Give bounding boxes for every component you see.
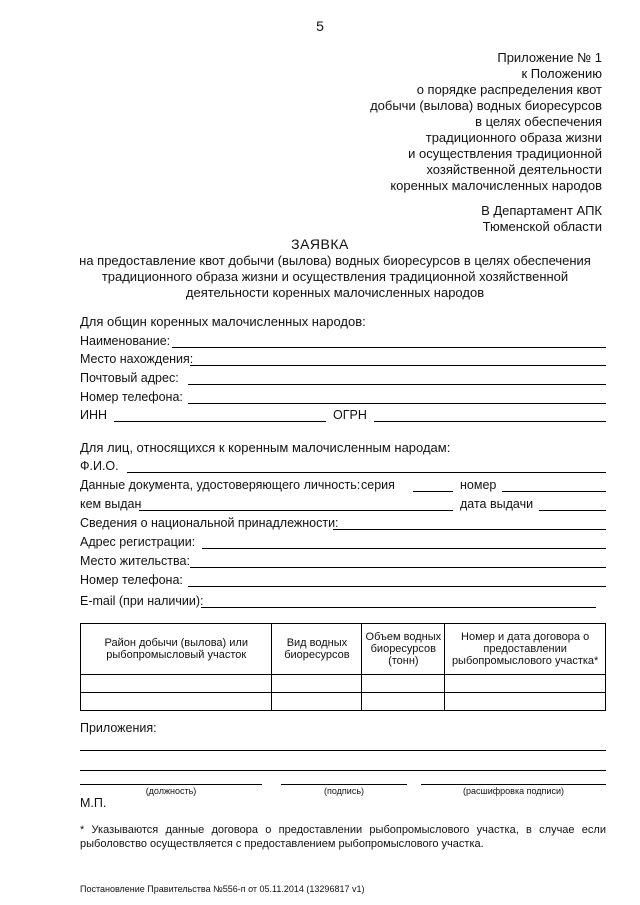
subtitle-line: деятельности коренных малочисленных народов bbox=[185, 285, 485, 300]
ogrn-label: ОГРН bbox=[333, 408, 367, 422]
issued-by-label: кем выдан bbox=[80, 497, 142, 511]
number-label: номер bbox=[460, 478, 497, 492]
column-header-volume: Объем водных биоресурсов (тонн) bbox=[362, 624, 445, 675]
issued-by-field[interactable] bbox=[139, 510, 453, 511]
subtitle-line: традиционного образа жизни и осуществления традиционной хозяйственной bbox=[101, 269, 569, 284]
column-header-contract: Номер и дата договора о предоставлении рыбопромыслового участка* bbox=[445, 624, 606, 675]
community-phone-field[interactable] bbox=[188, 403, 606, 404]
table-cell[interactable] bbox=[272, 693, 362, 711]
communities-heading: Для общин коренных малочисленных народов: bbox=[80, 314, 366, 329]
table-cell[interactable] bbox=[445, 693, 606, 711]
residence-field[interactable] bbox=[190, 567, 606, 568]
page-number: 5 bbox=[316, 18, 324, 34]
subtitle-line: на предоставление квот добычи (вылова) водных биоресурсов в целях обеспечения bbox=[79, 253, 591, 268]
signature-decoding-line[interactable] bbox=[421, 784, 606, 785]
attachments-line[interactable] bbox=[80, 750, 606, 751]
footnote: * Указываются данные договора о предоставлении рыбопромыслового участка, в случае если рыболовство осуществляется с предоставлением рыбопромыслового участка. bbox=[80, 824, 606, 850]
fio-field[interactable] bbox=[127, 472, 606, 473]
person-phone-label: Номер телефона: bbox=[80, 573, 183, 587]
persons-heading: Для лиц, относящихся к коренным малочисленным народам: bbox=[80, 440, 451, 455]
column-header-district: Район добычи (вылова) или рыбопромысловый участок bbox=[81, 624, 272, 675]
appendix-line: добычи (вылова) водных биоресурсов bbox=[370, 98, 602, 113]
appendix-line: в целях обеспечения bbox=[475, 114, 602, 129]
location-label: Место нахождения: bbox=[80, 352, 194, 366]
table-cell[interactable] bbox=[445, 675, 606, 693]
column-header-species: Вид водных биоресурсов bbox=[272, 624, 362, 675]
appendix-line: Приложение № 1 bbox=[497, 50, 602, 65]
table-cell[interactable] bbox=[81, 675, 272, 693]
issue-date-field[interactable] bbox=[539, 510, 606, 511]
signature-caption: (подпись) bbox=[323, 786, 365, 796]
nationality-label: Сведения о национальной принадлежности: bbox=[80, 516, 339, 530]
issue-date-label: дата выдачи bbox=[460, 497, 534, 511]
series-field[interactable] bbox=[413, 491, 453, 492]
table-cell[interactable] bbox=[272, 675, 362, 693]
registration-field[interactable] bbox=[202, 548, 606, 549]
appendix-line: коренных малочисленных народов bbox=[390, 178, 602, 193]
inn-field[interactable] bbox=[114, 421, 326, 422]
footer-reference: Постановление Правительства №556-п от 05.11.2014 (13296817 v1) bbox=[80, 884, 365, 894]
number-field[interactable] bbox=[502, 491, 606, 492]
name-label: Наименование: bbox=[80, 334, 171, 348]
community-phone-label: Номер телефона: bbox=[80, 390, 183, 404]
person-phone-field[interactable] bbox=[188, 586, 606, 587]
document-title: ЗАЯВКА bbox=[291, 236, 349, 252]
ogrn-field[interactable] bbox=[374, 421, 606, 422]
appendix-line: о порядке распределения квот bbox=[416, 82, 602, 97]
registration-label: Адрес регистрации: bbox=[80, 535, 196, 549]
addressee-line: Тюменской области bbox=[482, 219, 602, 234]
table-cell[interactable] bbox=[362, 675, 445, 693]
fio-label: Ф.И.О. bbox=[80, 459, 119, 473]
appendix-line: к Положению bbox=[521, 66, 602, 81]
appendix-line: хозяйственной деятельности bbox=[426, 162, 602, 177]
table-row bbox=[81, 675, 606, 693]
postal-address-field[interactable] bbox=[188, 384, 606, 385]
table-row bbox=[81, 693, 606, 711]
id-document-label: Данные документа, удостоверяющего личность: bbox=[80, 478, 361, 492]
email-label: E-mail (при наличии): bbox=[80, 594, 204, 608]
addressee bbox=[481, 203, 602, 235]
nationality-field[interactable] bbox=[333, 529, 606, 530]
name-field[interactable] bbox=[172, 347, 606, 348]
attachments-label: Приложения: bbox=[80, 721, 157, 735]
postal-address-label: Почтовый адрес: bbox=[80, 371, 179, 385]
location-field[interactable] bbox=[190, 365, 606, 366]
addressee-line: В Департамент АПК bbox=[481, 203, 602, 218]
attachments-line[interactable] bbox=[80, 770, 606, 771]
series-label: серия bbox=[361, 478, 395, 492]
document-subtitle bbox=[70, 253, 600, 301]
stamp-label: М.П. bbox=[80, 796, 107, 810]
quota-table bbox=[80, 623, 606, 711]
appendix-header bbox=[370, 50, 602, 194]
appendix-line: и осуществления традиционной bbox=[408, 146, 602, 161]
table-cell[interactable] bbox=[81, 693, 272, 711]
position-line[interactable] bbox=[80, 784, 262, 785]
email-field[interactable] bbox=[201, 607, 596, 608]
signature-line[interactable] bbox=[281, 784, 407, 785]
table-cell[interactable] bbox=[362, 693, 445, 711]
inn-label: ИНН bbox=[80, 408, 108, 422]
table-header-row bbox=[81, 624, 606, 675]
position-caption: (должность) bbox=[145, 786, 197, 796]
appendix-line: традиционного образа жизни bbox=[425, 130, 602, 145]
decoding-caption: (расшифровка подписи) bbox=[463, 786, 564, 796]
residence-label: Место жительства: bbox=[80, 554, 190, 568]
